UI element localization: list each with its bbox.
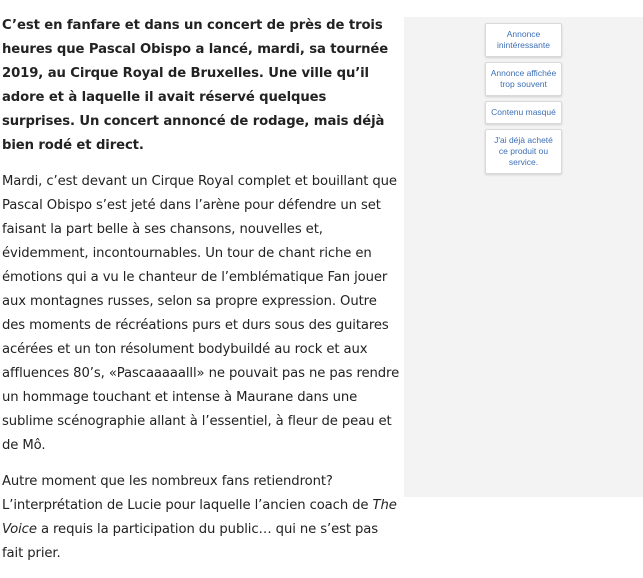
ad-feedback-menu (485, 23, 562, 174)
paragraph-text: Autre moment que les nombreux fans retiendront? L’interprétation de Lucie pour laquelle l’ancien coach de (2, 474, 373, 513)
ad-option-content-hidden[interactable]: Contenu masqué (485, 101, 562, 124)
ad-option-shown-too-often[interactable]: Annonce affichée trop souvent (485, 62, 562, 96)
paragraph-text: a requis la participation du public… qui ne s’est pas fait prier. (2, 522, 379, 561)
article-lead: C’est en fanfare et dans un concert de près de trois heures que Pascal Obispo a lancé, mardi, sa tournée 2019, au Cirque Royal de Bruxelles. Une ville qu’il adore et à laquelle il avait réservé quelques surprises. Un concert annoncé de rodage, mais déjà bien rodé et direct. (2, 18, 389, 153)
ad-panel (404, 17, 643, 497)
ad-option-uninteresting[interactable]: Annonce inintéressante (485, 23, 562, 57)
article-paragraph (2, 470, 400, 566)
show-title: The Voice (2, 498, 397, 537)
ad-option-already-purchased[interactable]: J'ai déjà acheté ce produit ou service. (485, 129, 562, 174)
article-body (2, 14, 400, 578)
article-paragraph: Mardi, c’est devant un Cirque Royal complet et bouillant que Pascal Obispo s’est jeté dans l’arène pour défendre un set faisant la part belle à ses chansons, nouvelles et, évidemment, incontournables. Un tour de chant riche en émotions qui a vu le chanteur de l’emblématique Fan jouer aux montagnes russes, selon sa propre expression. Outre des moments de récréations purs et durs sous des guitares acérées et un ton résolument bodybuildé au rock et aux affluences 80’s, «Pascaaaaalll» ne pouvait pas ne pas rendre un hommage touchant et intense à Maurane dans une sublime scénographie allant à l’essentiel, à fleur de peau et de Mô. (2, 174, 400, 453)
